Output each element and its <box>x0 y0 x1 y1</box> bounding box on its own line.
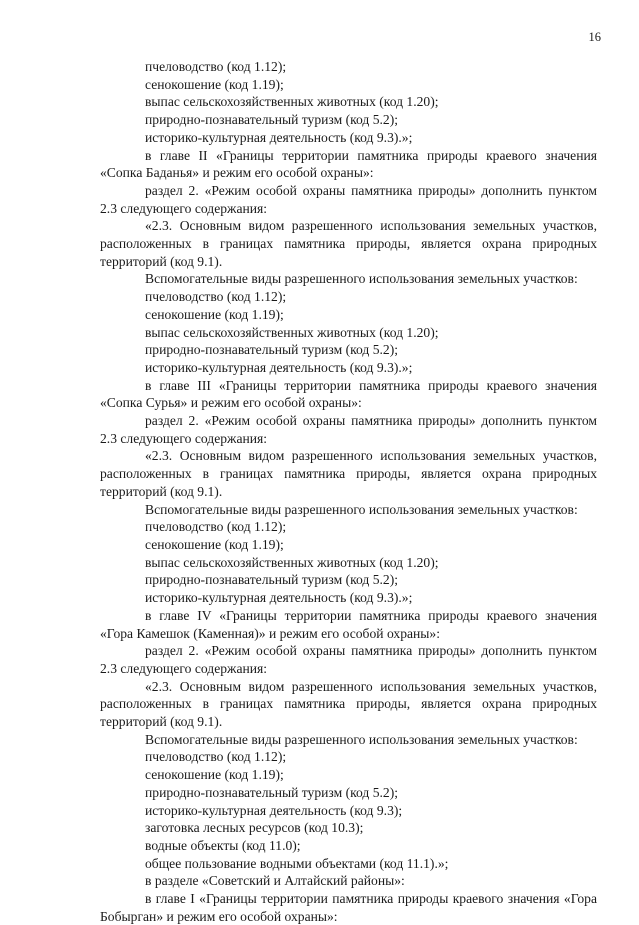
paragraph: историко-культурная деятельность (код 9.3).»; <box>145 359 413 375</box>
paragraph: раздел 2. «Режим особой охраны памятника природы» дополнить пунктом 2.3 следующего содержания: <box>100 182 597 216</box>
paragraph: в главе IV «Границы территории памятника природы краевого значения «Гора Камешок (Каменная)» и режим его особой охраны»: <box>100 607 597 641</box>
paragraph: пчеловодство (код 1.12); <box>145 519 287 535</box>
document-body <box>100 58 597 925</box>
paragraph: природно-познавательный туризм (код 5.2); <box>145 572 399 588</box>
paragraph: «2.3. Основным видом разрешенного использования земельных участков, расположенных в границах памятника природы, является охрана природных территорий (код 9.1). <box>100 218 597 269</box>
paragraph: историко-культурная деятельность (код 9.3).»; <box>145 590 413 606</box>
page-number: 16 <box>588 30 601 44</box>
paragraph: общее пользование водными объектами (код 11.1).»; <box>145 855 449 871</box>
paragraph: раздел 2. «Режим особой охраны памятника природы» дополнить пунктом 2.3 следующего содержания: <box>100 413 597 446</box>
paragraph: природно-познавательный туризм (код 5.2); <box>145 784 399 800</box>
paragraph: сенокошение (код 1.19); <box>145 767 284 783</box>
paragraph: в главе II «Границы территории памятника природы краевого значения «Сопка Баданья» и режим его особой охраны»: <box>100 147 597 181</box>
paragraph: сенокошение (код 1.19); <box>145 536 284 552</box>
paragraph: «2.3. Основным видом разрешенного использования земельных участков, расположенных в границах памятника природы, является охрана природных территорий (код 9.1). <box>100 678 597 730</box>
paragraph: водные объекты (код 11.0); <box>145 837 301 853</box>
paragraph: Вспомогательные виды разрешенного использования земельных участков: <box>145 501 578 517</box>
paragraph: природно-познавательный туризм (код 5.2); <box>145 112 399 128</box>
paragraph: природно-познавательный туризм (код 5.2); <box>145 342 399 358</box>
paragraph: Вспомогательные виды разрешенного использования земельных участков: <box>145 731 578 747</box>
paragraph: выпас сельскохозяйственных животных (код 1.20); <box>145 324 439 340</box>
paragraph: пчеловодство (код 1.12); <box>145 749 287 765</box>
paragraph: «2.3. Основным видом разрешенного использования земельных участков, расположенных в границах памятника природы, является охрана природных территорий (код 9.1). <box>100 448 597 499</box>
paragraph: раздел 2. «Режим особой охраны памятника природы» дополнить пунктом 2.3 следующего содержания: <box>100 643 597 676</box>
paragraph: выпас сельскохозяйственных животных (код 1.20); <box>145 94 439 110</box>
paragraph: сенокошение (код 1.19); <box>145 76 284 92</box>
paragraph: в главе I «Границы территории памятника природы краевого значения «Гора Бобырган» и режим его особой охраны»: <box>100 891 597 924</box>
paragraph: пчеловодство (код 1.12); <box>145 289 287 305</box>
paragraph: сенокошение (код 1.19); <box>145 306 284 322</box>
paragraph: в главе III «Границы территории памятника природы краевого значения «Сопка Сурья» и режим его особой охраны»: <box>100 377 597 411</box>
paragraph: Вспомогательные виды разрешенного использования земельных участков: <box>145 271 578 287</box>
paragraph: пчеловодство (код 1.12); <box>145 59 287 74</box>
paragraph: историко-культурная деятельность (код 9.3); <box>145 802 403 818</box>
paragraph: заготовка лесных ресурсов (код 10.3); <box>145 820 364 836</box>
paragraph: историко-культурная деятельность (код 9.3).»; <box>145 129 413 145</box>
paragraph: в разделе «Советский и Алтайский районы»: <box>145 873 405 889</box>
paragraph: выпас сельскохозяйственных животных (код 1.20); <box>145 554 439 570</box>
